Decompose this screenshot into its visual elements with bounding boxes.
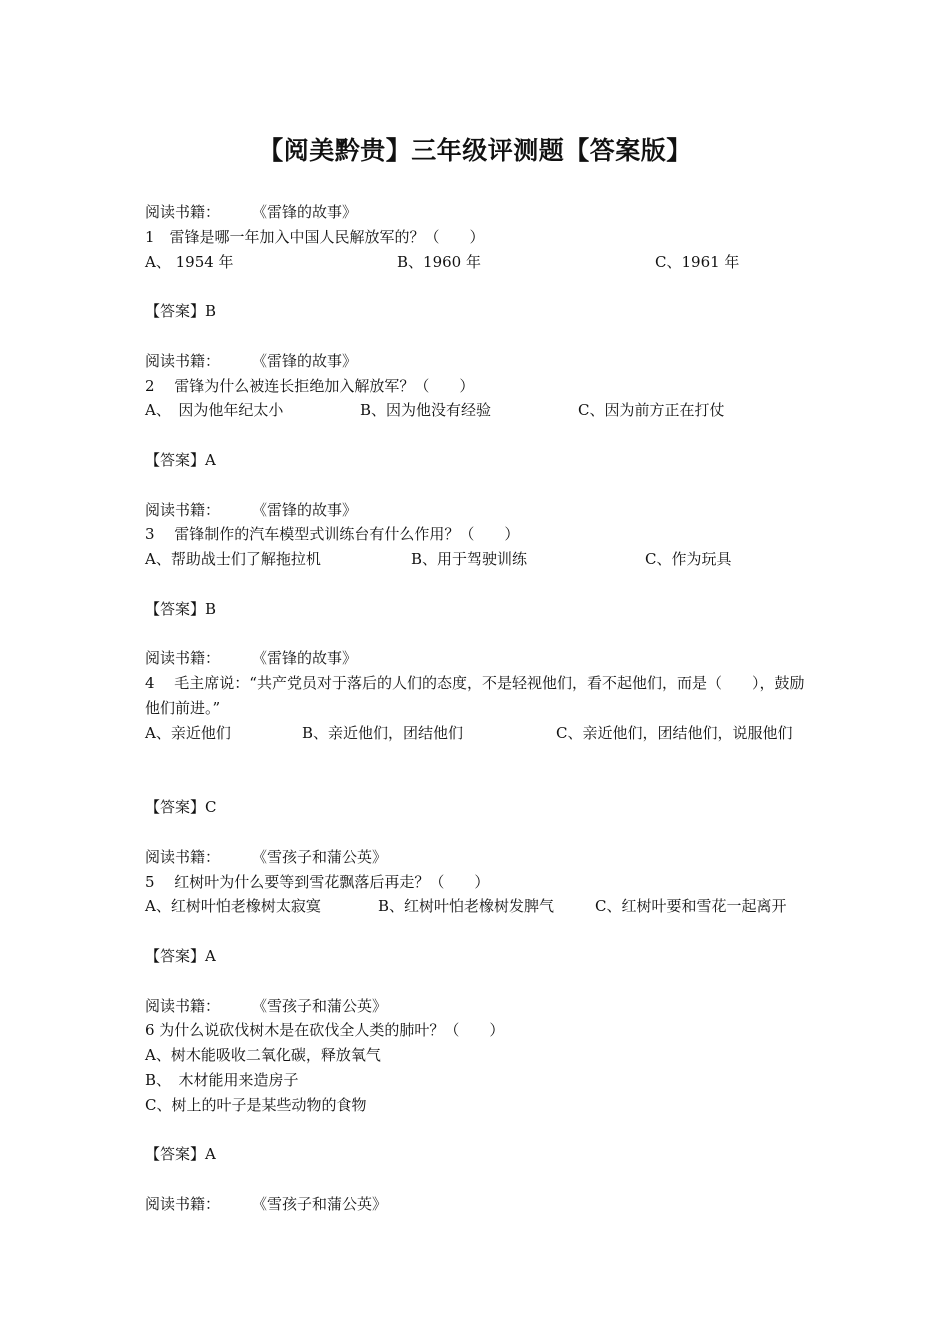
book-line xyxy=(145,845,810,870)
answer-prefix: 【答案】 xyxy=(145,1145,206,1164)
book-line xyxy=(145,200,810,225)
book-title: 《雷锋的故事》 xyxy=(252,203,358,221)
book-label: 阅读书籍： xyxy=(145,500,221,519)
book-title: 《雷锋的故事》 xyxy=(252,351,358,370)
options-row xyxy=(145,721,810,771)
answer-prefix: 【答案】 xyxy=(145,302,206,321)
option-a: A、亲近他们 xyxy=(145,723,231,742)
book-line xyxy=(145,349,810,374)
option-b: B、 木材能用来造房子 xyxy=(145,1070,299,1089)
question-text: 2 雷锋为什么被连长拒绝加入解放军？（ ） xyxy=(145,376,475,395)
book-label: 阅读书籍： xyxy=(145,1194,221,1213)
question-list xyxy=(145,200,810,1217)
question-text: 5 红树叶为什么要等到雪花飘落后再走？（ ） xyxy=(145,872,490,891)
option-c: C、1961 年 xyxy=(655,252,740,271)
question-text: 3 雷锋制作的汽车模型式训练台有什么作用？（ ） xyxy=(145,525,520,544)
option-b: B、1960 年 xyxy=(397,252,481,271)
book-label: 阅读书籍： xyxy=(145,203,221,221)
option-b: B、用于驾驶训练 xyxy=(411,550,528,569)
question-block-4 xyxy=(145,646,810,844)
options-row xyxy=(145,894,810,919)
answer-value: B xyxy=(205,302,217,321)
book-line xyxy=(145,994,810,1019)
options-list xyxy=(145,1043,810,1117)
trailing-book-line xyxy=(145,1192,810,1217)
option-c: C、红树叶要和雪花一起离开 xyxy=(595,897,787,916)
answer-value: B xyxy=(205,599,217,618)
answer-value: A xyxy=(205,1145,216,1164)
option-b: B、亲近他们，团结他们 xyxy=(302,723,464,742)
option-c: C、树上的叶子是某些动物的食物 xyxy=(145,1095,367,1114)
book-title: 《雪孩子和蒲公英》 xyxy=(252,996,388,1015)
options-row xyxy=(145,547,810,572)
question-text: 1 雷锋是哪一年加入中国人民解放军的？（ ） xyxy=(145,227,485,246)
book-label: 阅读书籍： xyxy=(145,847,221,866)
answer-line xyxy=(145,1142,810,1167)
answer-prefix: 【答案】 xyxy=(145,798,206,817)
answer-prefix: 【答案】 xyxy=(145,946,206,965)
book-line xyxy=(145,646,810,671)
answer-value: C xyxy=(205,798,217,817)
option-a: A、红树叶怕老橡树太寂寞 xyxy=(145,897,321,916)
option-a: A、帮助战士们了解拖拉机 xyxy=(145,550,321,569)
book-line xyxy=(145,498,810,523)
answer-line xyxy=(145,944,810,969)
question-text: 6 为什么说砍伐树木是在砍伐全人类的肺叶？（ ） xyxy=(145,1021,505,1040)
answer-prefix: 【答案】 xyxy=(145,450,206,469)
option-b: B、因为他没有经验 xyxy=(360,401,492,420)
option-a: A、 因为他年纪太小 xyxy=(145,401,284,420)
question-block-5 xyxy=(145,845,810,994)
question-block-3 xyxy=(145,498,810,647)
book-label: 阅读书籍： xyxy=(145,996,221,1015)
question-block-6 xyxy=(145,994,810,1192)
options-row xyxy=(145,250,810,275)
book-title: 《雪孩子和蒲公英》 xyxy=(252,847,388,866)
question-block-1 xyxy=(145,200,810,349)
answer-prefix: 【答案】 xyxy=(145,599,206,618)
option-a: A、 1954 年 xyxy=(145,252,234,271)
book-title: 《雪孩子和蒲公英》 xyxy=(252,1194,388,1213)
answer-line xyxy=(145,299,810,324)
question-text: 4 毛主席说：“共产党员对于落后的人们的态度，不是轻视他们，看不起他们，而是（ ），鼓励他们前进。” xyxy=(145,674,805,717)
answer-value: A xyxy=(205,946,216,965)
question-block-2 xyxy=(145,349,810,498)
option-b: B、红树叶怕老橡树发脾气 xyxy=(378,897,555,916)
answer-line xyxy=(145,597,810,622)
book-label: 阅读书籍： xyxy=(145,351,221,370)
option-a: A、树木能吸收二氧化碳，释放氧气 xyxy=(145,1046,381,1065)
option-c: C、因为前方正在打仗 xyxy=(578,401,725,420)
options-row xyxy=(145,398,810,423)
book-title: 《雷锋的故事》 xyxy=(252,500,358,519)
option-c: C、作为玩具 xyxy=(645,550,732,569)
option-c: C、亲近他们，团结他们，说服他们 xyxy=(556,723,793,742)
answer-line xyxy=(145,795,810,820)
document-title: 【阅美黔贵】三年级评测题【答案版】 xyxy=(258,136,692,165)
answer-value: A xyxy=(205,450,216,469)
book-title: 《雷锋的故事》 xyxy=(252,649,358,668)
answer-line xyxy=(145,448,810,473)
book-label: 阅读书籍： xyxy=(145,649,221,668)
